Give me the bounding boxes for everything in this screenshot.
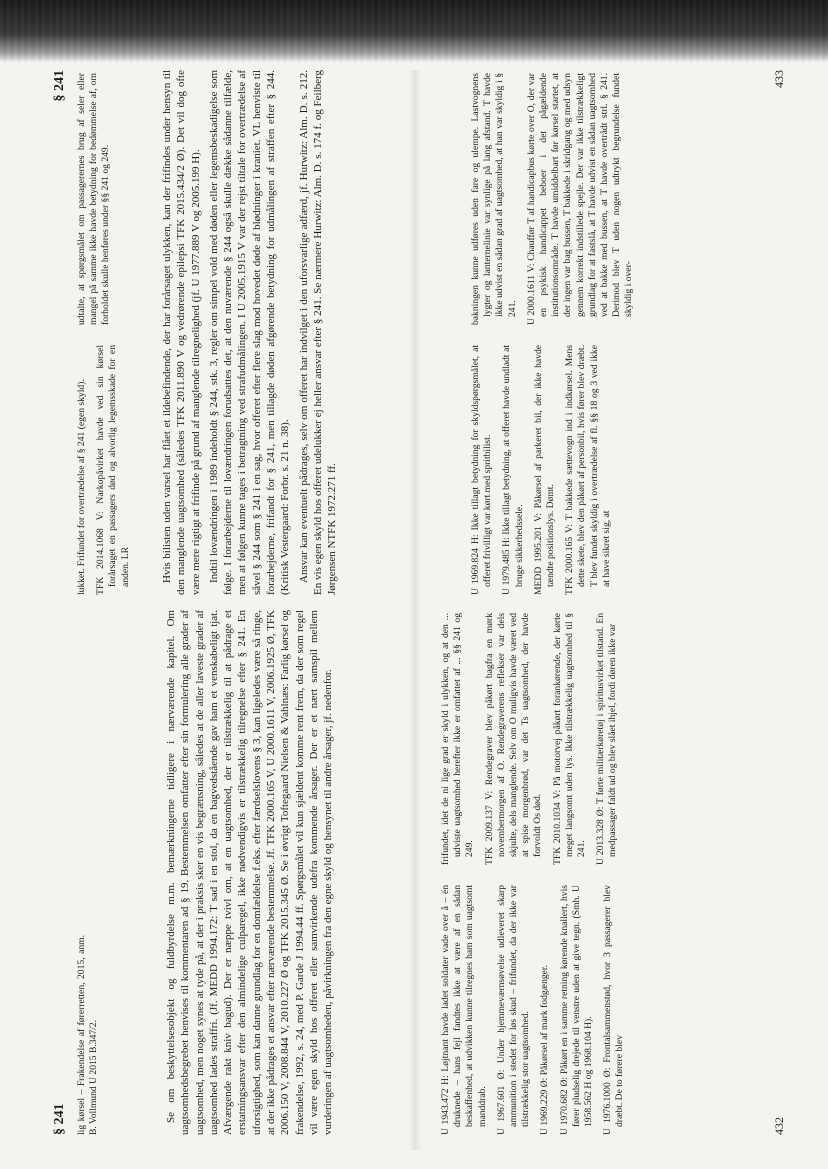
case-entry: TFK 2000.165 V: T bakkede sættevogn ind i indkørsel. Mens dette skete, blev den påkørt af personbil, hvis fører blev dræbt. T blev fundet skyldig i overtrædelse af fl. §§ 18 og 3 ved ikke at have sikret sig, at <box>564 345 612 595</box>
case-entry: frifundet, idet de ni lige grad er skyld i ulykken, og at den ... udviste uagtsomhed herefter ikke er omfattet af ... §§ 241 og 249. <box>440 613 476 865</box>
top-right-cases <box>76 73 120 325</box>
case-entry: MEDD 1995.201 V: Påkørsel af parkeret bil, der ikke havde tændte positionslys. Dømt. <box>532 345 557 595</box>
case-entry: U 1979.485 H: Ikke tillagt betydning, at offeret havde undladt at bruge sikkerhedssele. <box>501 345 525 595</box>
case-entry: U 1976.1000 Ø: Frontalsammenstød, hvor 3 passagerer blev dræbt. De to førere blev <box>602 885 626 1135</box>
case-entry: bakningen kunne udføres uden fare og ulempe. Lastvognens lygter og lanternelinie var synlige på lang afstand. T havde ikke udvist en sådan grad af uagtsomhed, at han var skyldig i § 241. <box>470 73 518 325</box>
case-entry: U 1969.229 Ø: Påkørsel af mark fodgænger. <box>539 965 551 1135</box>
case-entry: U 2000.1611 V: Chauffør T af handicapbus kørte over O, der var en psykisk handicappet beboer i det pågældende institutionsområde. T havde umiddelbart før kørsel startet, at der ingen var bag bussen, T bakkede i skridgang og med udsyn gennem korrekt indstillede spejle. Der var ikke tilstrækkeligt grundlag for at fastslå, at T havde udvist en sådan uagtsomhed ved at bakke med bussen, at T havde overtrådt strl. § 241. Derimod blev T uden nogen udtrykt begrundelse fundet skyldig i over- <box>525 73 635 325</box>
case-entry: U 1943.472 H: Løjtnant havde ladet soldater vade over å – én druknede – hans fejl fandtes ikke at være af en sådan beskaffenhed, at udvikken kunne tilregnes ham som uagtsomt manddrab. <box>440 885 488 1135</box>
page-header: § 241 <box>52 70 67 102</box>
case-entry: lukket. Frifundet for overtrædelse af § 241 (egen skyld). <box>76 379 87 595</box>
case-entry: U 1970.682 Ø: Påkørt en i samme retning kørende knallert, hvis fører pludselig drejede til venstre uden at give tegn. (Smh. U 1958.562 H og 1968.104 H). <box>558 885 595 1135</box>
body-text <box>160 70 344 595</box>
case-entry: udtalte, at spørgsmålet om passagerernes brug af seler eller mangel på samme ikke havde betydning for bedømmelse af, om forholdet skulle henføres under §§ 241 og 249. <box>76 73 112 325</box>
book-spread <box>52 70 787 1135</box>
body-paragraph: Ansvar kan eventuelt pådrages, selv om offeret har indvilget i den uforsvarlige adfærd, jf. Hurwitz: Alm. D. s. 212. En vis egen skyld hos offeret udelukker ej heller ansvar efter § 241. Se nærmere Hurwitz: Alm. D. s. 174 f. og Feilberg Jørgensen NTFK 1972.271 ff. <box>297 70 339 595</box>
case-entry: U 1969.824 H: Ikke tillagt betydning for skyldspørgsmålet, at offeret frivilligt var kørt med spritbilist. <box>470 345 494 595</box>
scan-noise <box>0 0 828 62</box>
page-433 <box>52 70 787 595</box>
case-entry: U 2013.328 Ø: T førte militærkøretøj i spiritusvirket tilstand. En medpassager faldt ud og blev slået ihjel, fordi døren ikke var <box>595 613 619 865</box>
page-number: 432 <box>772 1117 786 1135</box>
case-column-2 <box>440 613 627 865</box>
body-text <box>164 610 340 1135</box>
case-entry: TFK 2010.1034 V: På motorvej påkørt forankørende, der kørte meget langsomt uden lys. Ikke tilstrækkelig uagtsomhed til § 241. <box>551 613 588 865</box>
body-paragraph: Hvis bilisten uden varsel har flået et ildebefindende, der har forårsaget ulykken, kan der frifindes under hensyn til den manglende uagtsomhed (således TFK 2011.890 V og vedrørende epilepsi TFK 2015.434/2 Ø). Det vil dog ofte være mere rigtigt at frifinde på grund af manglende tilregnelighed (jf. U 1977.889 V og 2005.199 H). <box>161 70 202 595</box>
case-column-1 <box>440 885 634 1135</box>
case-column-1 <box>470 345 620 595</box>
top-note-text: lig kørsel – Frakendelse af førerretten, 2015, anm. B. Vollmund U 2015 B.347/2. <box>76 935 100 1135</box>
page-number: 433 <box>772 70 786 88</box>
case-entry: TFK 2014.1068 V: Narkopåvirket havde ved sin kørsel forårsaget en passagers død og alvorlig legemsskade for en anden. LR <box>95 345 131 595</box>
case-entry: U 1967.601 Ø: Under hjemmeværnsøvelse udleveret skarp ammunition i stedet for løs skud – frifundet, da der ikke var tilstrækkelig stor uagtsomhed. <box>495 885 532 1135</box>
page-header: § 241 <box>52 1103 67 1135</box>
page-432 <box>52 610 787 1135</box>
top-note <box>76 935 107 1135</box>
case-entry: TFK 2009.137 V: Rendegraver blev påkørt bagfra en mørk novembermorgen af O. Rendegraverens reflekser var dels skjulte, dels manglende. Selv om O muligvis havde været ved at spise morgenbrød, var det Ts uagtsomhed, der havde forvoldt Os død. <box>483 613 544 865</box>
body-paragraph: Se om beskyttelsesobjekt og fuldbyrdelse m.m. bemærkningerne tidligere i nærværende kapitel. Om uagtsomhedsbegrebet henvises til kommentaren ad § 19. Bestemmelsen omfatter efter sin formulering alle grader af uagtsomhed, men noget synes at tyde på, at der i praksis sker en vis begrænsning, således at de aller laveste grader af uagtsomhed lades straffri. (Jf. MEDD 1994.172: T sad i en stol, da en bagvedstående gav ham et venskabeligt tjat. Afværgende rakt kniv bagud). Der er næppe tvivl om, at en uagtsomhed, der er tilstrækkelig til at pådrage et erstatningsansvar efter den almindelige culparegel, ikke nødvendigvis er tilstrækkelig tilregnelse efter § 241. En uforsigtighed, som kan danne grundlag for en domfældelse f.eks. efter færdselslovens § 3, kan ligeledes være så ringe, at der ikke pådrages et ansvar efter nærværende bestemmelse. Jf. TFK 2000.165 V, U 2000.1611 V, 2006.1925 Ø, TFK 2006.150 V, 2008.844 V, 2010.227 Ø og TFK 2015.345 Ø. Se i øvrigt Toftegaard Nielsen & Vahlnæs: Farlig kørsel og frakendelse, 1992, s. 24, med P. Garde J 1994.44 ff. Spørgsmålet vil kun sjældent komme rent frem, da der som regel vil være egen skyld hos offeret eller samvirkende udefra kommende årsager. Der er et nært samspil mellem vurderingen af uagtsomheden, påvirkningen fra den egne skyld og hensynet til andre årsager, jf. nedenfor. <box>165 610 335 1135</box>
case-column-2 <box>470 73 643 325</box>
body-paragraph: Indtil lovændringen i 1989 indeholdt § 244, stk. 3, regler om simpel vold med døden eller legemsbeskadigelse som følge. I forarbejderne til lovændringen forudsattes det, at den nuværende § 244 også skulle dække sådanne tilfælde, men at følgen kunne tages i betragtning ved strafudmålingen. I U 2005.1915 V var der rejst tiltale for overtrædelse af såvel § 244 som § 241 i en sag, hvor offeret efter flere slag mod hovedet døde af blødninger i kraniet. VL henviste til forarbejderne, frifandt for § 241, men tillagde døden afgørende betydning for udmålingen af straffen efter § 244. (Kritisk Vestergaard: Forbr. s. 21 n. 38). <box>207 70 292 595</box>
top-left-cases <box>76 345 139 595</box>
